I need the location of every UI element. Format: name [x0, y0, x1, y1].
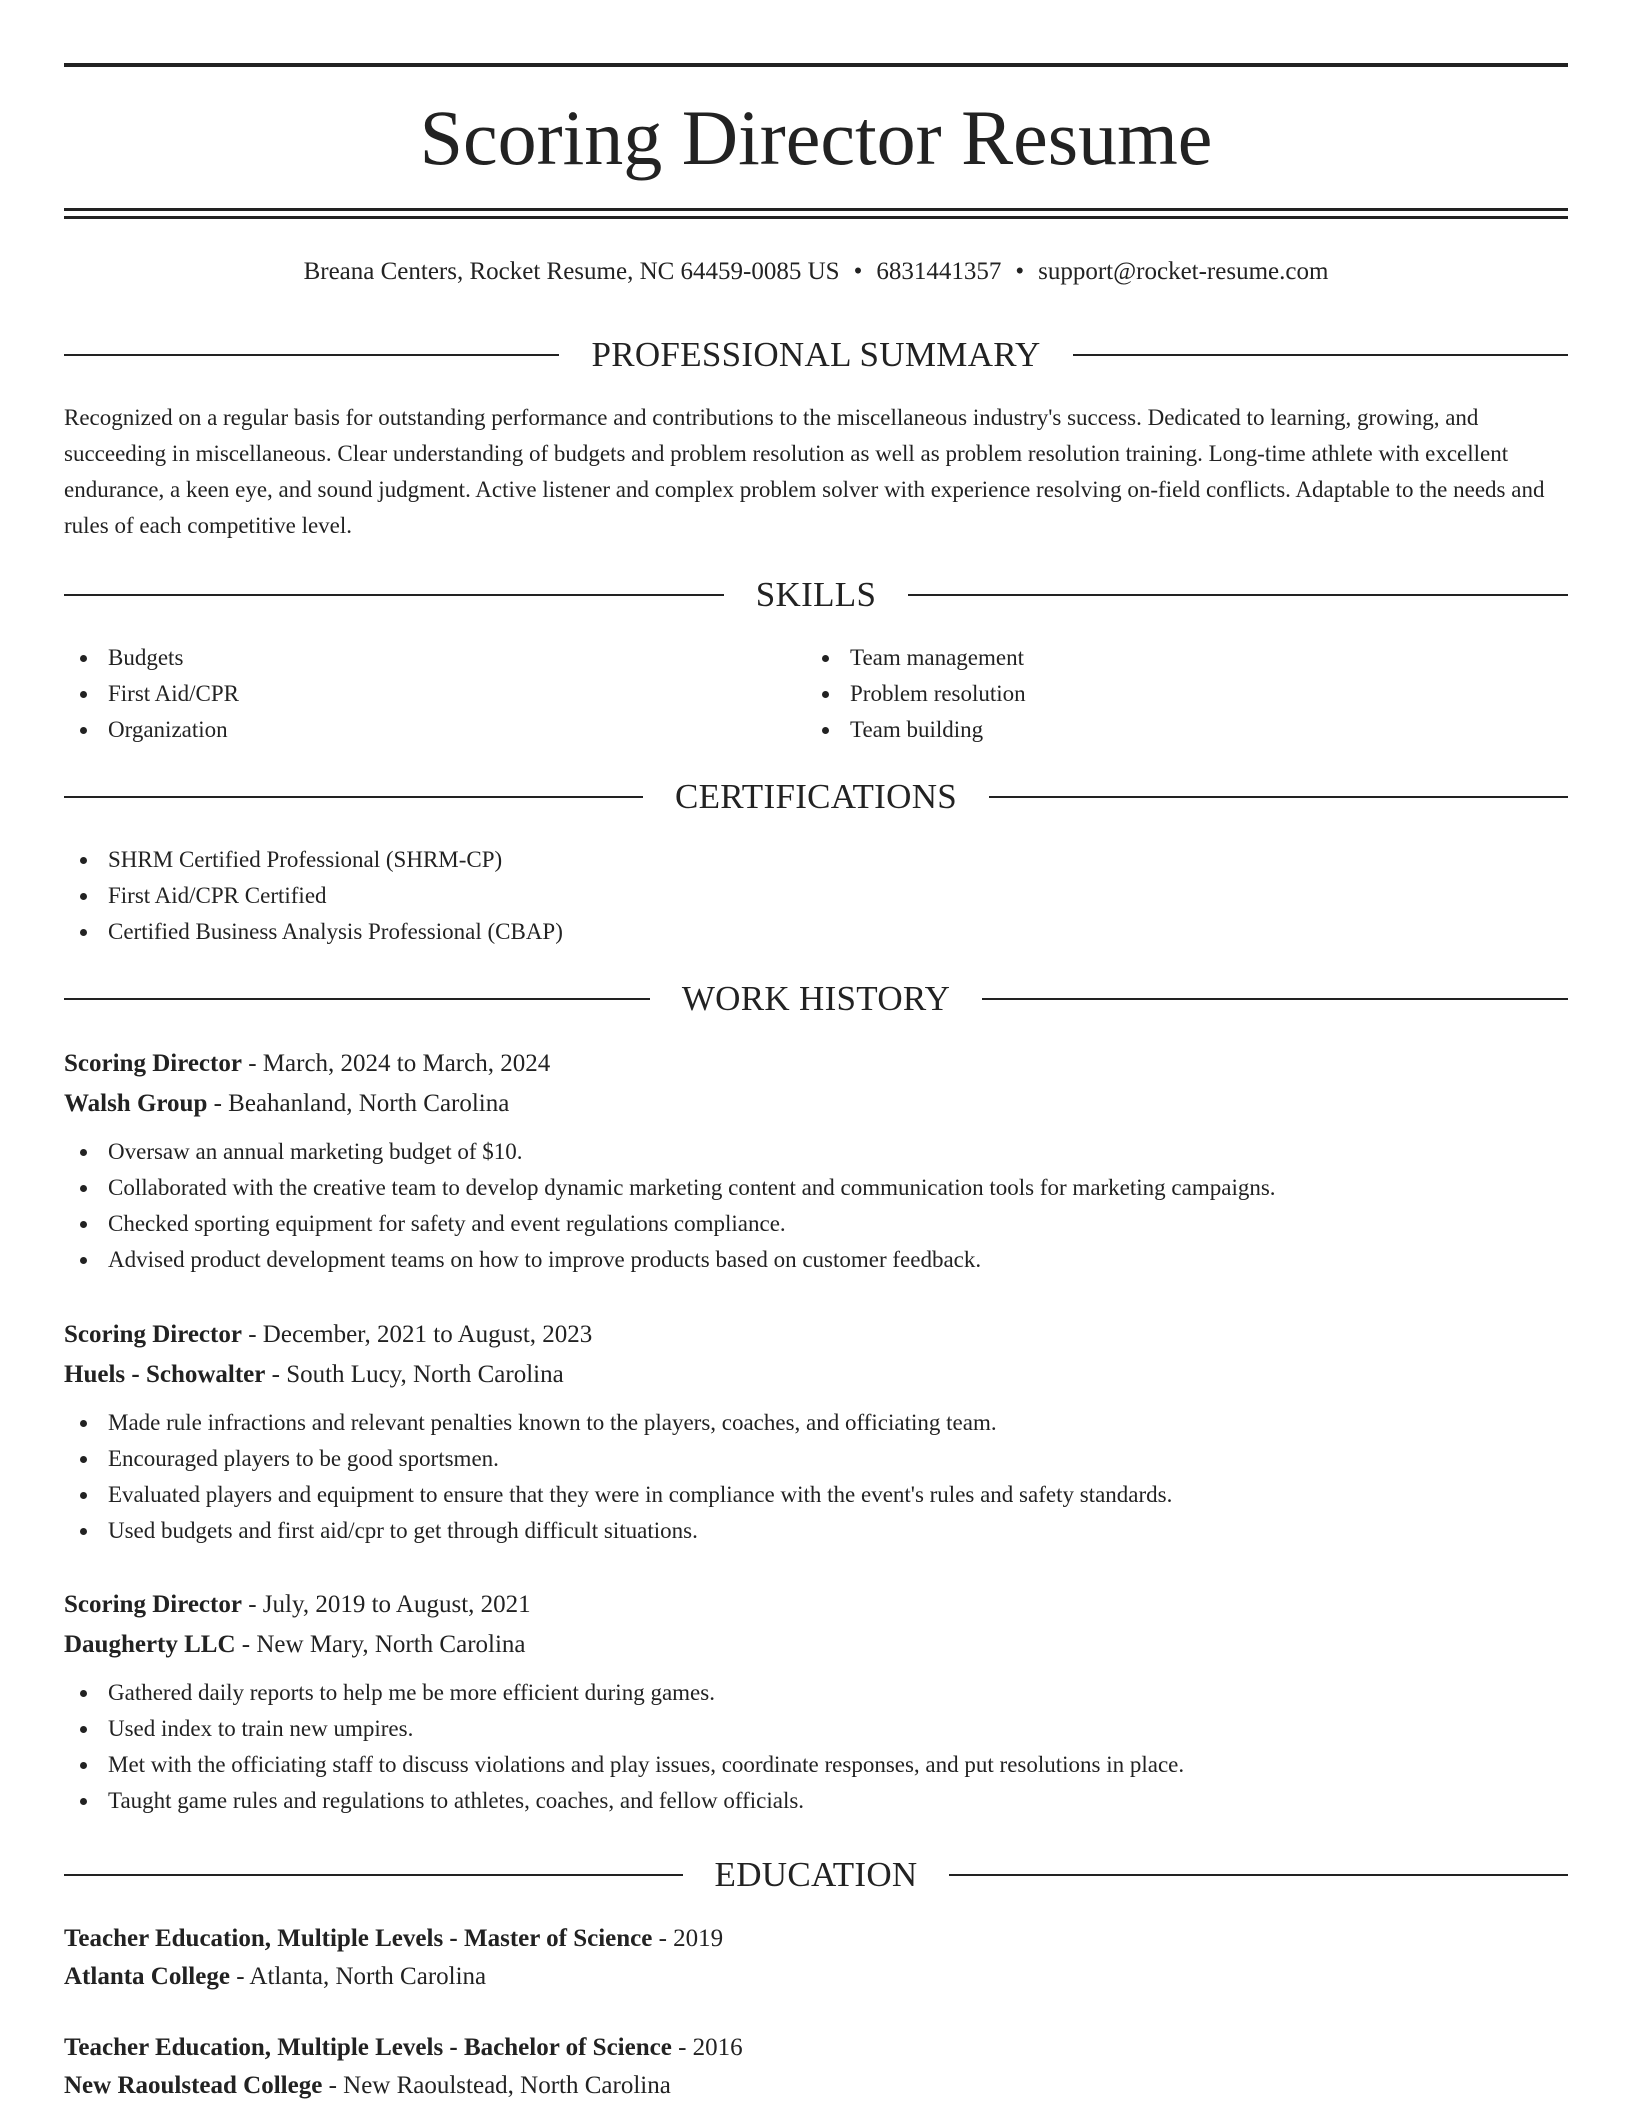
heading-rule-left [64, 354, 559, 356]
job-dates: - March, 2024 to March, 2024 [241, 1050, 551, 1077]
job-title: Scoring Director [64, 1321, 242, 1348]
job-title-line [64, 1044, 1568, 1084]
section-heading-education [64, 1855, 1568, 1895]
title-rule-upper [64, 208, 1568, 211]
section-title: EDUCATION [714, 1855, 918, 1894]
job-duties-list [64, 1405, 1568, 1549]
job-title: Scoring Director [64, 1050, 242, 1077]
heading-rule-right [1073, 354, 1568, 356]
job-duty: Advised product development teams on how to improve products based on customer feedback. [64, 1242, 1568, 1278]
education-school-line [64, 1958, 1568, 1996]
job-company: Daugherty LLC [64, 1631, 236, 1658]
section-heading-skills [64, 575, 1568, 615]
heading-rule-right [949, 1874, 1568, 1876]
skills-list-left [64, 640, 764, 748]
education-degree: Teacher Education, Multiple Levels - Master of Science [64, 1925, 653, 1952]
job-entry [64, 1044, 1568, 1278]
job-duty: Met with the officiating staff to discuss violations and play issues, coordinate responses, and put resolutions in place. [64, 1747, 1568, 1783]
job-dates: - December, 2021 to August, 2023 [241, 1321, 593, 1348]
skills-list-right [806, 640, 1506, 748]
education-school: Atlanta College [64, 1963, 230, 1990]
education-degree: Teacher Education, Multiple Levels - Bachelor of Science [64, 2034, 672, 2061]
section-title: WORK HISTORY [681, 979, 951, 1018]
education-year: - 2016 [671, 2034, 743, 2061]
contact-phone: 6831441357 [876, 258, 1002, 285]
summary-text: Recognized on a regular basis for outstanding performance and contributions to the miscellaneous industry's success. Dedicated to learning, growing, and succeeding in miscellaneous. Clear understanding of budgets and problem resolution as well as problem resolution training. Long-time athlete with excellent endurance, a keen eye, and sound judgment. Active listener and complex problem solver with experience resolving on-field conflicts. Adaptable to the needs and rules of each competitive level. [64, 405, 1545, 538]
job-duties-list [64, 1134, 1568, 1278]
job-company-line [64, 1084, 1568, 1124]
certification-item: SHRM Certified Professional (SHRM-CP) [64, 842, 1568, 878]
section-heading-work-history [64, 979, 1568, 1019]
certification-item: First Aid/CPR Certified [64, 878, 1568, 914]
job-title: Scoring Director [64, 1591, 242, 1618]
contact-separator: • [853, 258, 863, 285]
skill-item: Budgets [64, 640, 764, 676]
job-duty: Used index to train new umpires. [64, 1711, 1568, 1747]
job-company-line [64, 1355, 1568, 1395]
job-location: - Beahanland, North Carolina [207, 1090, 510, 1117]
section-title: CERTIFICATIONS [674, 777, 958, 816]
job-duty: Oversaw an annual marketing budget of $10. [64, 1134, 1568, 1170]
education-school: New Raoulstead College [64, 2072, 323, 2099]
education-degree-line [64, 2029, 1568, 2067]
job-duty: Evaluated players and equipment to ensure that they were in compliance with the event's rules and safety standards. [64, 1477, 1568, 1513]
certifications-list [64, 842, 1568, 950]
job-company: Huels - Schowalter [64, 1361, 266, 1388]
heading-rule-right [982, 998, 1568, 1000]
skill-item: First Aid/CPR [64, 676, 764, 712]
heading-rule-left [64, 1874, 683, 1876]
resume-page [64, 0, 1568, 2112]
job-duty: Taught game rules and regulations to athletes, coaches, and fellow officials. [64, 1783, 1568, 1819]
job-duty: Encouraged players to be good sportsmen. [64, 1441, 1568, 1477]
section-heading-certifications [64, 777, 1568, 817]
heading-rule-left [64, 594, 724, 596]
contact-address: Breana Centers, Rocket Resume, NC 64459-0085 US [303, 258, 840, 285]
education-school-line [64, 2067, 1568, 2105]
heading-rule-right [908, 594, 1568, 596]
job-duty: Used budgets and first aid/cpr to get through difficult situations. [64, 1513, 1568, 1549]
job-title-line [64, 1315, 1568, 1355]
certification-item: Certified Business Analysis Professional (CBAP) [64, 914, 1568, 950]
section-title: PROFESSIONAL SUMMARY [591, 335, 1041, 374]
job-duty: Gathered daily reports to help me be more efficient during games. [64, 1675, 1568, 1711]
page-title: Scoring Director Resume [419, 94, 1213, 181]
job-duty: Made rule infractions and relevant penalties known to the players, coaches, and officiating team. [64, 1405, 1568, 1441]
section-title: SKILLS [755, 575, 877, 614]
top-rule [64, 63, 1568, 67]
job-duty: Collaborated with the creative team to develop dynamic marketing content and communication tools for marketing campaigns. [64, 1170, 1568, 1206]
job-company-line [64, 1625, 1568, 1665]
heading-rule-right [989, 796, 1568, 798]
heading-rule-left [64, 998, 650, 1000]
job-location: - South Lucy, North Carolina [265, 1361, 564, 1388]
education-entry [64, 1920, 1568, 1996]
education-location: - Atlanta, North Carolina [229, 1963, 487, 1990]
job-title-line [64, 1585, 1568, 1625]
job-company: Walsh Group [64, 1090, 208, 1117]
section-heading-summary [64, 335, 1568, 375]
heading-rule-left [64, 796, 643, 798]
job-duties-list [64, 1675, 1568, 1819]
contact-email: support@rocket-resume.com [1038, 258, 1329, 285]
skill-item: Organization [64, 712, 764, 748]
job-dates: - July, 2019 to August, 2021 [241, 1591, 531, 1618]
job-entry [64, 1585, 1568, 1819]
contact-line [64, 256, 1568, 288]
skill-item: Team management [806, 640, 1506, 676]
contact-separator: • [1015, 258, 1025, 285]
job-location: - New Mary, North Carolina [235, 1631, 526, 1658]
skill-item: Problem resolution [806, 676, 1506, 712]
title-rule-lower [64, 216, 1568, 219]
education-year: - 2019 [652, 1925, 724, 1952]
education-entry [64, 2029, 1568, 2105]
job-entry [64, 1315, 1568, 1549]
education-degree-line [64, 1920, 1568, 1958]
education-location: - New Raoulstead, North Carolina [322, 2072, 671, 2099]
skill-item: Team building [806, 712, 1506, 748]
job-duty: Checked sporting equipment for safety and event regulations compliance. [64, 1206, 1568, 1242]
